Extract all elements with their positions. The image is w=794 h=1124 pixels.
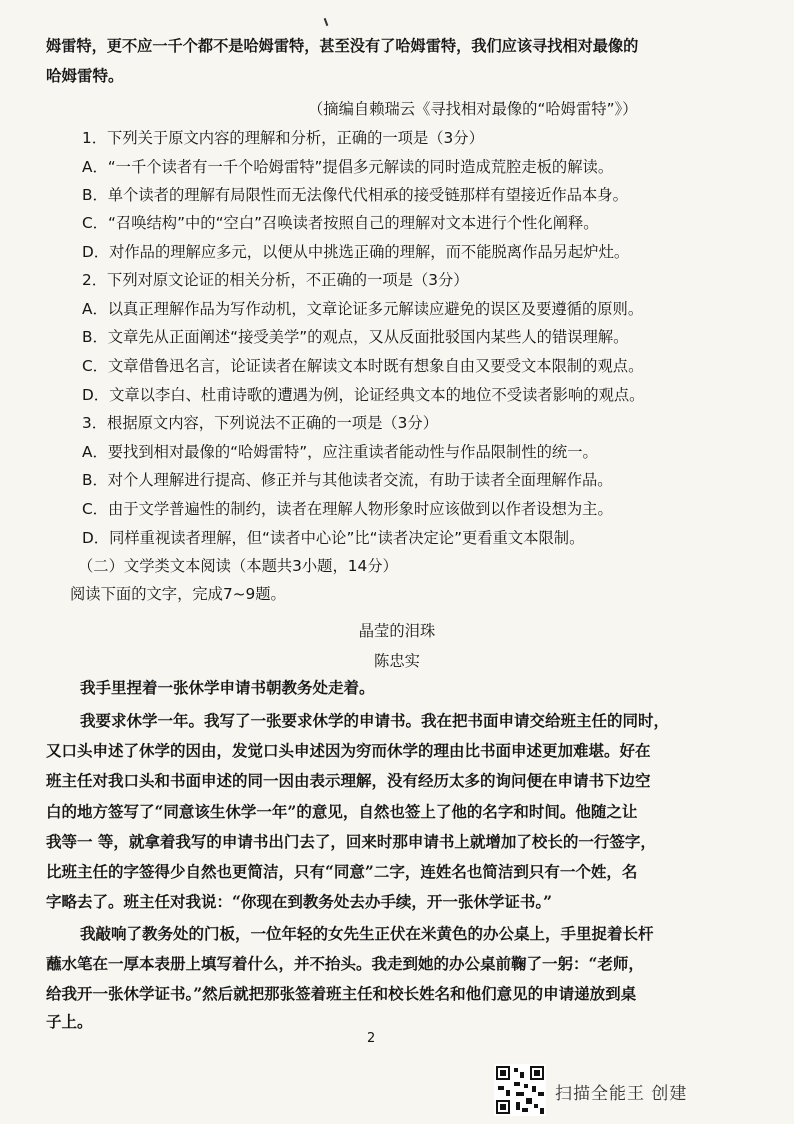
question-2-option-c: C．文章借鲁迅名言，论证读者在解读文本时既有想象自由又要受文本限制的观点。 [82, 357, 644, 375]
scan-mark [324, 18, 329, 26]
story-line: 班主任对我口头和书面申述的同一因由表示理解，没有经历太多的询问便在申请书下边空 [46, 771, 651, 790]
story-line: 白的地方签写了“同意该生休学一年”的意见，自然也签上了他的名字和时间。他随之让 [46, 802, 638, 821]
question-1-stem: 1．下列关于原文内容的理解和分析，正确的一项是（3分） [82, 129, 484, 147]
question-2-option-a: A．以真正理解作品为写作动机，文章论证多元解读应避免的误区及要遵循的原则。 [82, 300, 644, 318]
question-2-option-d: D．文章以李白、杜甫诗歌的遭遇为例，论证经典文本的地位不受读者影响的观点。 [82, 386, 645, 404]
story-line: 我手里捏着一张休学申请书朝教务处走着。 [80, 678, 375, 697]
question-3-option-d: D．同样重视读者理解，但“读者中心论”比“读者决定论”更看重文本限制。 [82, 529, 585, 547]
question-3-stem: 3．根据原文内容，下列说法不正确的一项是（3分） [82, 414, 438, 432]
scanner-brand: 扫描全能王 创建 [555, 1084, 688, 1104]
question-3-option-b: B．对个人理解进行提高、修正并与其他读者交流，有助于读者全面理解作品。 [82, 471, 613, 489]
question-1-option-b: B．单个读者的理解有局限性而无法像代代相承的接受链那样有望接近作品本身。 [82, 186, 628, 204]
question-1-option-a: A．“一千个读者有一千个哈姆雷特”提倡多元解读的同时造成荒腔走板的解读。 [82, 158, 614, 176]
story-line: 子上。 [46, 1012, 93, 1031]
section-instruction: 阅读下面的文字，完成7~9题。 [70, 585, 286, 603]
passage-end-line-1: 姆雷特，更不应一千个都不是哈姆雷特，甚至没有了哈姆雷特，我们应该寻找相对最像的 [46, 37, 639, 55]
qr-code-icon [494, 1064, 546, 1116]
story-line: 又口头申述了休学的因由，发觉口头申述因为穷而休学的理由比书面申述更加难堪。好在 [46, 741, 651, 760]
story-line: 比班主任的字签得少自然也更简洁，只有“同意”二字，连姓名也简洁到只有一个姓，名 [46, 862, 638, 881]
story-line: 字略去了。班主任对我说：“你现在到教务处去办手续，开一张休学证书。” [46, 892, 553, 911]
question-3-option-a: A．要找到相对最像的“哈姆雷特”，应注重读者能动性与作品限制性的统一。 [82, 443, 598, 461]
question-2-stem: 2．下列对原文论证的相关分析，不正确的一项是（3分） [82, 271, 469, 289]
story-line: 蘸水笔在一厚本表册上填写着什么，并不抬头。我走到她的办公桌前鞠了一躬：“老师， [46, 954, 644, 973]
question-1-option-c: C．“召唤结构”中的“空白”召唤读者按照自己的理解对文本进行个性化阐释。 [82, 214, 599, 232]
story-author: 陈忠实 [374, 652, 420, 670]
story-title: 晶莹的泪珠 [358, 622, 436, 640]
source-citation: （摘编自赖瑞云《寻找相对最像的“哈姆雷特”》） [308, 100, 638, 118]
story-line: 我敲响了教务处的门板，一位年轻的女先生正伏在米黄色的办公桌上，手里捉着长杆 [80, 924, 654, 943]
question-1-option-d: D．对作品的理解应多元，以便从中挑选正确的理解，而不能脱离作品另起炉灶。 [82, 243, 630, 261]
story-line: 我要求休学一年。我写了一张要求休学的申请书。我在把书面申请交给班主任的同时， [80, 711, 670, 730]
page-number: 2 [367, 1031, 376, 1046]
passage-end-line-2: 哈姆雷特。 [46, 66, 124, 85]
section-heading: （二）文学类文本阅读（本题共3小题，14分） [78, 557, 398, 575]
question-2-option-b: B．文章先从正面阐述“接受美学”的观点，又从反面批驳国内某些人的错误理解。 [82, 328, 629, 346]
story-line: 我等一 等，就拿着我写的申请书出门去了，回来时那申请书上就增加了校长的一行签字， [46, 832, 656, 851]
story-line: 给我开一张休学证书。”然后就把那张签着班主任和校长姓名和他们意见的申请递放到桌 [46, 984, 637, 1003]
question-3-option-c: C．由于文学普遍性的制约，读者在理解人物形象时应该做到以作者设想为主。 [82, 500, 613, 518]
